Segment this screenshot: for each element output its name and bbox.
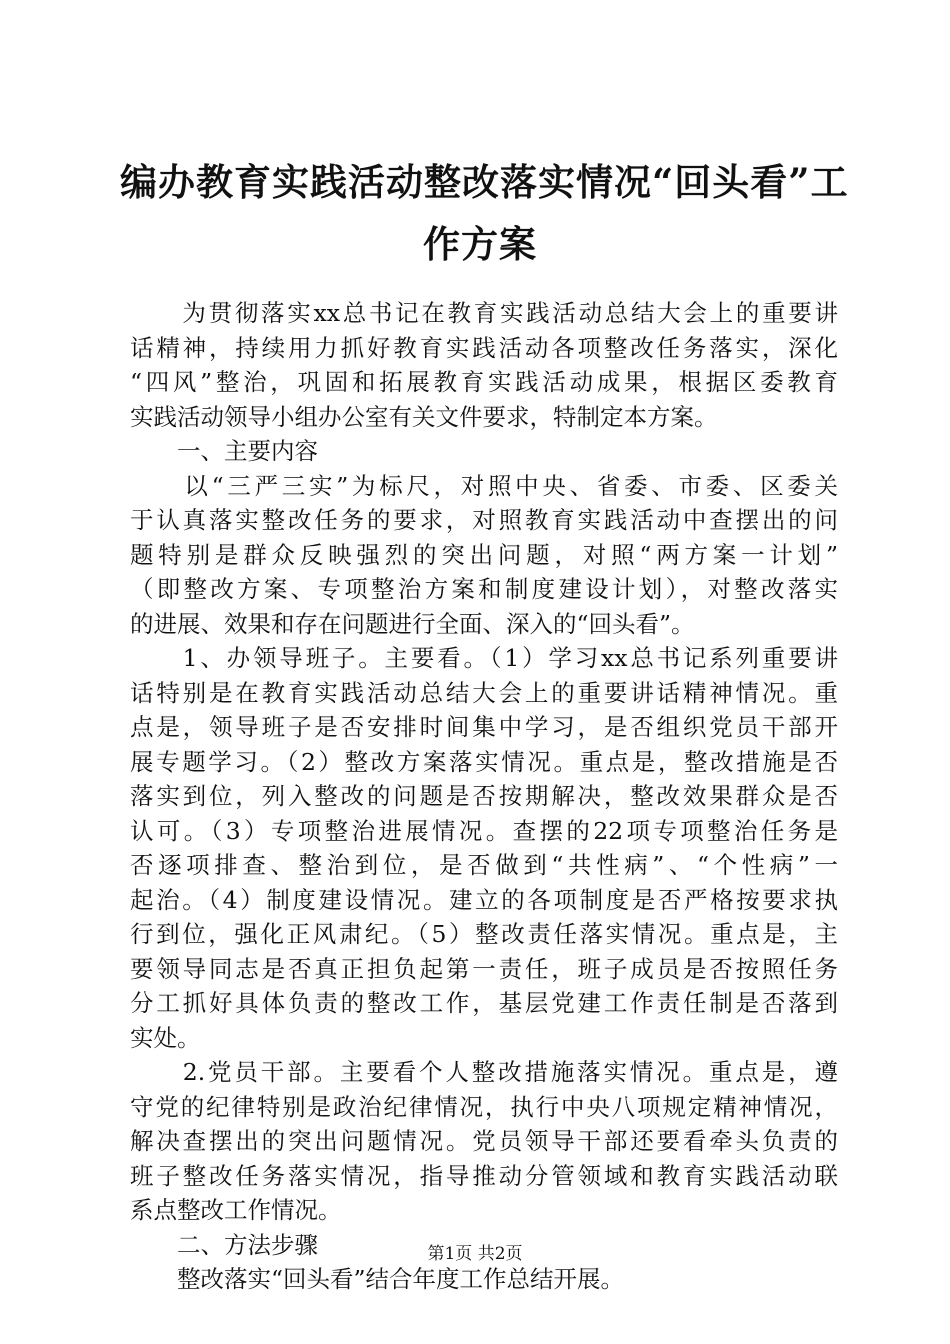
body-text-line: 展专题学习。（2）整改方案落实情况。重点是，整改措施是否 [130, 747, 838, 776]
document-title-line-1: 编办教育实践活动整改落实情况“回头看”工 [120, 160, 849, 204]
body-text-line: 认可。（3）专项整治进展情况。查摆的22项专项整治任务是 [130, 816, 838, 845]
body-text-line: 解决查摆出的突出问题情况。党员领导干部还要看牵头负责的 [130, 1127, 838, 1155]
body-text-line: 否逐项排查、整治到位，是否做到“共性病”、“个性病”一 [130, 851, 838, 879]
body-text-line: 守党的纪律特别是政治纪律情况，执行中央八项规定精神情况， [130, 1092, 838, 1121]
body-text-line: “四风”整治，巩固和拓展教育实践活动成果，根据区委教育 [130, 368, 838, 396]
body-text-line: 班子整改任务落实情况，指导推动分管领域和教育实践活动联 [130, 1161, 838, 1190]
body-text-line: 一、主要内容 [130, 437, 318, 465]
body-text-line: 行到位，强化正风肃纪。（5）整改责任落实情况。重点是，主 [130, 920, 838, 948]
body-text-line: 话特别是在教育实践活动总结大会上的重要讲话精神情况。重 [130, 678, 838, 707]
body-text-line: 分工抓好具体负责的整改工作，基层党建工作责任制是否落到 [130, 989, 838, 1017]
body-text-line: 于认真落实整改任务的要求，对照教育实践活动中查摆出的问 [130, 506, 838, 534]
body-text-line: 落实到位，列入整改的问题是否按期解决，整改效果群众是否 [130, 782, 838, 810]
body-text-line: 二、方法步骤 [130, 1230, 318, 1259]
document-title-line-2: 作方案 [423, 222, 537, 266]
body-text-line: （即整改方案、专项整治方案和制度建设计划），对整改落实 [130, 575, 838, 603]
document-body [130, 296, 838, 1297]
body-text-line: 点是，领导班子是否安排时间集中学习，是否组织党员干部开 [130, 713, 838, 741]
body-text-line: 题特别是群众反映强烈的突出问题，对照“两方案一计划” [130, 540, 838, 569]
body-text-line: 起治。（4）制度建设情况。建立的各项制度是否严格按要求执 [130, 885, 838, 914]
body-text-line: 系点整改工作情况。 [130, 1196, 342, 1224]
body-text-line: 为贯彻落实xx总书记在教育实践活动总结大会上的重要讲 [130, 299, 838, 327]
body-text-line: 以“三严三实”为标尺，对照中央、省委、市委、区委关 [130, 471, 838, 500]
body-text-line: 1、办领导班子。主要看。（1）学习xx总书记系列重要讲 [130, 644, 838, 672]
page-footer: 第1页 共2页 [427, 1244, 523, 1264]
body-text-line: 实处。 [130, 1023, 201, 1052]
body-text-line: 的进展、效果和存在问题进行全面、深入的“回头看”。 [130, 609, 695, 638]
body-text-line: 整改落实“回头看”结合年度工作总结开展。 [130, 1265, 625, 1293]
body-text-line: 实践活动领导小组办公室有关文件要求，特制定本方案。 [130, 402, 718, 431]
body-text-line: 要领导同志是否真正担负起第一责任，班子成员是否按照任务 [130, 954, 838, 983]
body-text-line: 话精神，持续用力抓好教育实践活动各项整改任务落实，深化 [130, 333, 838, 362]
body-text-line: 2.党员干部。主要看个人整改措施落实情况。重点是，遵 [130, 1058, 838, 1086]
